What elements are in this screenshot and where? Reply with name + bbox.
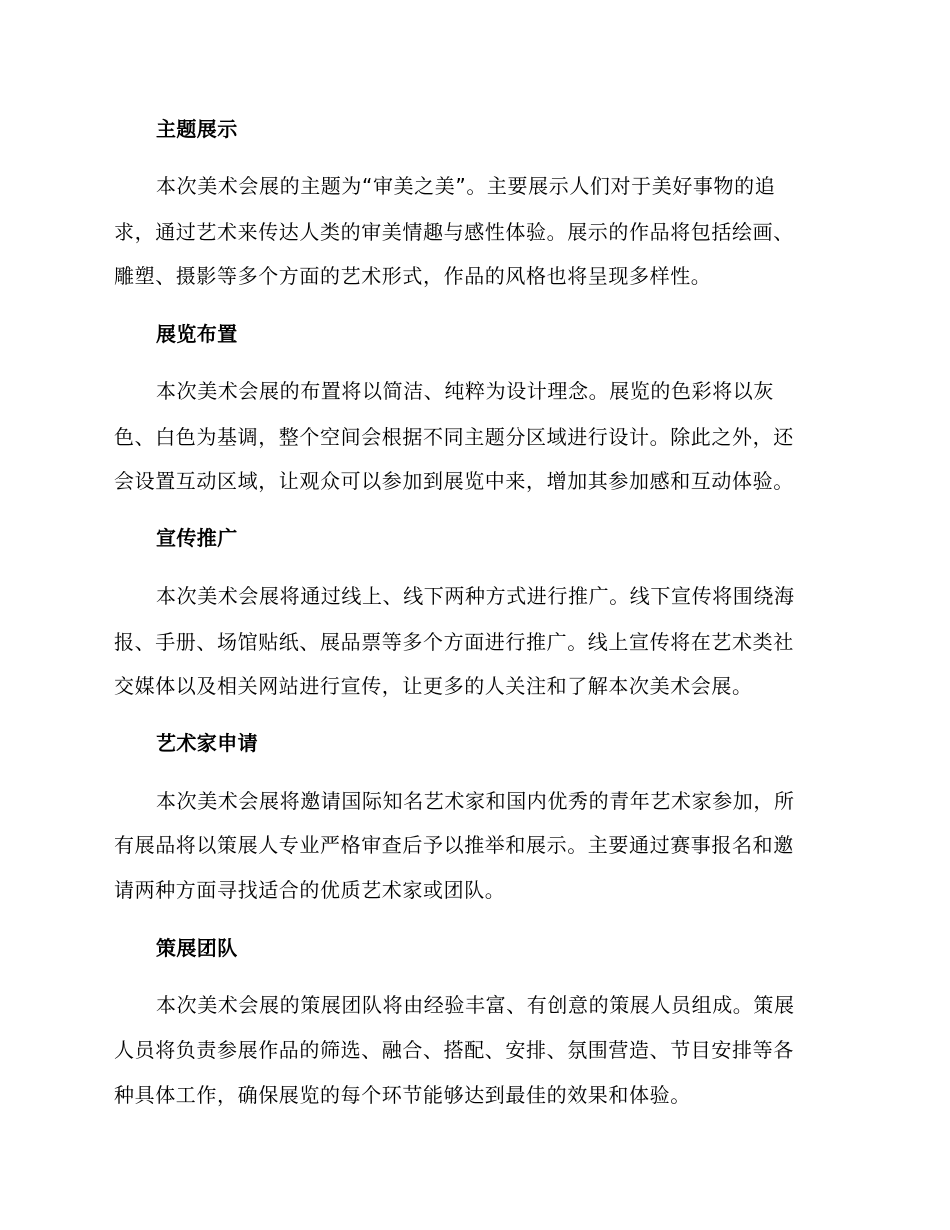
paragraph-line: 人员将负责参展作品的筛选、融合、搭配、安排、氛围营造、节目安排等各 (114, 1038, 794, 1062)
paragraph-line: 本次美术会展的策展团队将由经验丰富、有创意的策展人员组成。策展 (156, 993, 795, 1017)
section-heading: 艺术家申请 (156, 731, 258, 755)
section-heading: 策展团队 (156, 936, 238, 960)
section-heading: 主题展示 (156, 117, 238, 141)
paragraph-line: 种具体工作，确保展览的每个环节能够达到最佳的效果和体验。 (114, 1083, 691, 1107)
paragraph-line: 雕塑、摄影等多个方面的艺术形式，作品的风格也将呈现多样性。 (114, 264, 712, 288)
paragraph-line: 会设置互动区域，让观众可以参加到展览中来，增加其参加感和互动体验。 (114, 469, 794, 493)
paragraph-line: 报、手册、场馆贴纸、展品票等多个方面进行推广。线上宣传将在艺术类社 (114, 630, 794, 654)
paragraph-line: 本次美术会展的布置将以简洁、纯粹为设计理念。展览的色彩将以灰 (156, 379, 774, 403)
paragraph-line: 请两种方面寻找适合的优质艺术家或团队。 (114, 878, 506, 902)
paragraph-line: 有展品将以策展人专业严格审查后予以推举和展示。主要通过赛事报名和邀 (114, 833, 794, 857)
paragraph-line: 交媒体以及相关网站进行宣传，让更多的人关注和了解本次美术会展。 (114, 674, 753, 698)
paragraph-line: 色、白色为基调，整个空间会根据不同主题分区域进行设计。除此之外，还 (114, 425, 794, 449)
paragraph-line: 本次美术会展将通过线上、线下两种方式进行推广。线下宣传将围绕海 (156, 584, 795, 608)
section-heading: 宣传推广 (156, 526, 238, 550)
paragraph-line: 求，通过艺术来传达人类的审美情趣与感性体验。展示的作品将包括绘画、 (114, 220, 794, 244)
paragraph-line: 本次美术会展将邀请国际知名艺术家和国内优秀的青年艺术家参加，所 (156, 789, 795, 813)
paragraph-line: 本次美术会展的主题为“审美之美”。主要展示人们对于美好事物的追 (156, 174, 776, 198)
section-heading: 展览布置 (156, 322, 238, 346)
